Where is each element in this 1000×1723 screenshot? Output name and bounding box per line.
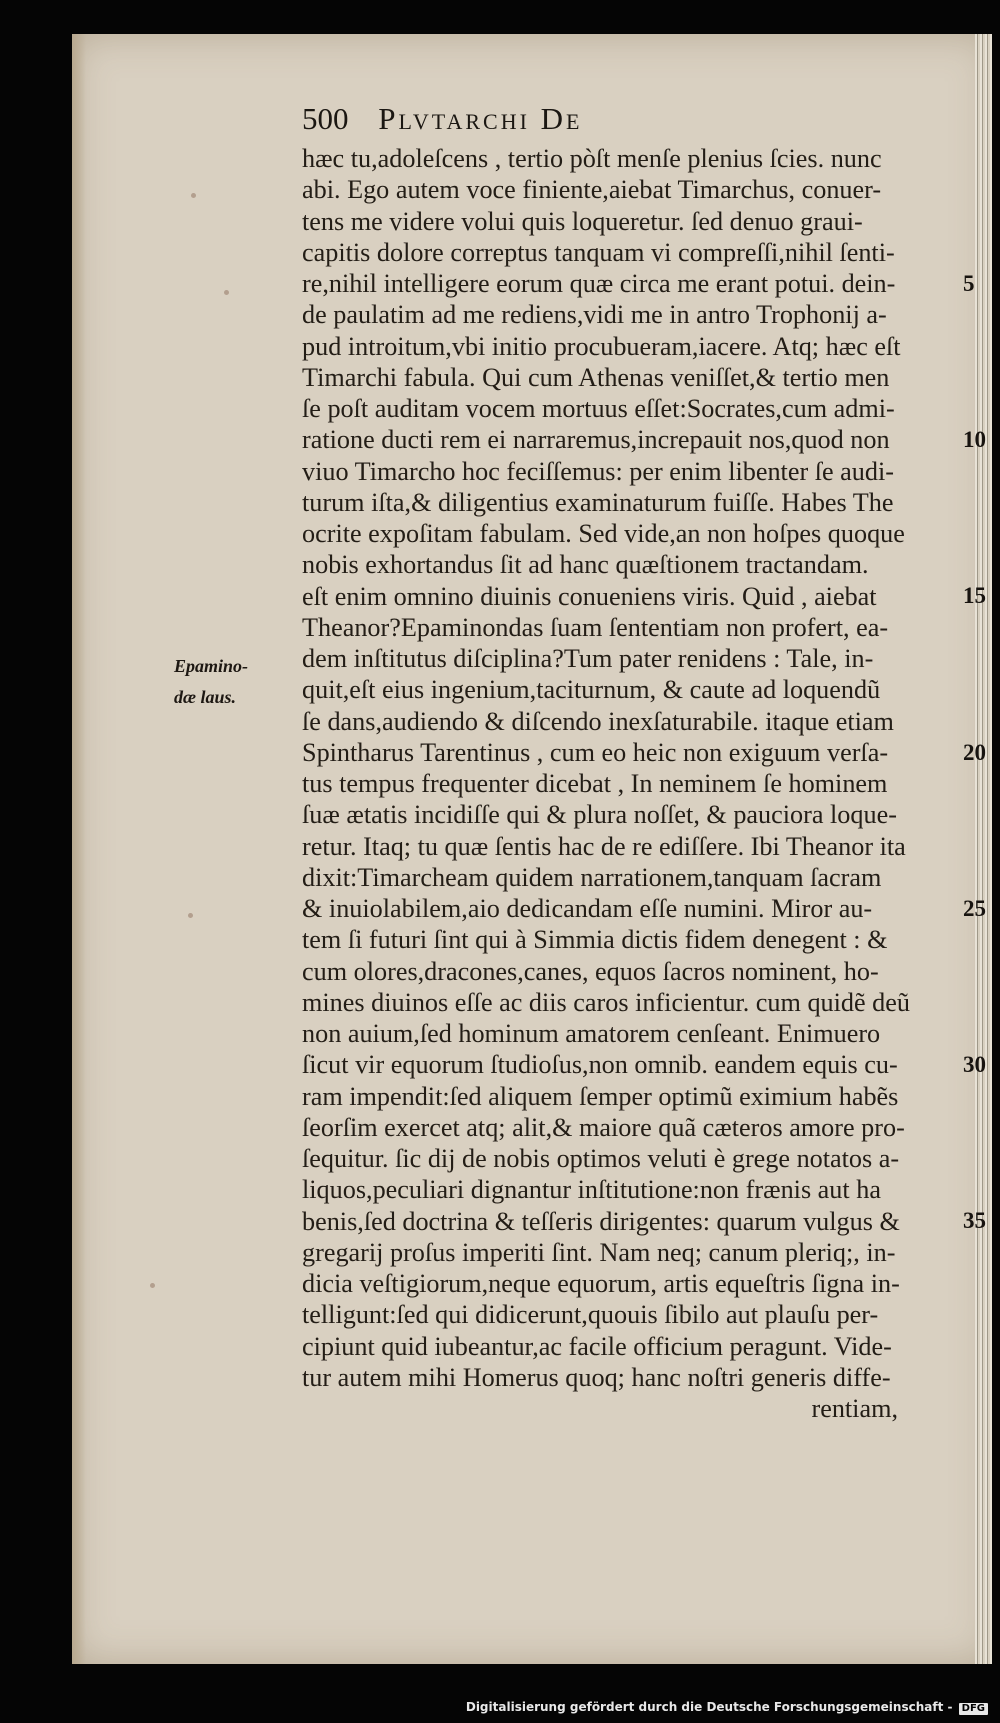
text-line: quit,eſt eius ingenium,taciturnum, & caute ad loquendũ	[302, 675, 881, 705]
line-number-marker: 5	[963, 271, 975, 296]
line-number-marker: 35	[963, 1208, 986, 1233]
text-line: Spintharus Tarentinus , cum eo heic non exiguum verſa-	[302, 737, 889, 767]
text-line: retur. Itaq; tu quæ ſentis hac de re ediſſere. Ibi Theanor ita	[302, 831, 906, 861]
text-line: Timarchi fabula. Qui cum Athenas veniſſet,& tertio men	[302, 362, 890, 392]
text-line: rentiam,	[811, 1394, 898, 1423]
text-line: de paulatim ad me rediens,vidi me in antro Trophonij a-	[302, 300, 887, 330]
text-line: & inuiolabilem,aio dedicandam eſſe numini. Miror au-	[302, 894, 873, 923]
text-line: ſuæ ætatis incidiſſe qui & plura noſſet, & pauciora loque-	[302, 800, 897, 830]
text-line: ſe poſt auditam vocem mortuus eſſet:Socrates,cum admi-	[302, 394, 895, 423]
running-title: Plvtarchi De	[378, 101, 583, 136]
text-line: ſequitur. ſic dij de nobis optimos veluti è grege notatos a-	[302, 1144, 900, 1173]
page-left-shadow	[72, 34, 86, 1664]
text-line: gregarij proſus imperiti ſint. Nam neq; canum pleriq;, in-	[302, 1237, 896, 1267]
text-line: ſe dans,audiendo & diſcendo inexſaturabile. itaque etiam	[302, 706, 894, 736]
marginal-note-line: Epamino-	[174, 656, 249, 676]
text-line: tem ſi futuri ſint qui à Simmia dictis fidem denegent : &	[302, 925, 888, 955]
marginal-note-line: dæ laus.	[174, 687, 237, 707]
page-number: 500	[302, 101, 349, 136]
text-line: abi. Ego autem voce finiente,aiebat Timarchus, conuer-	[302, 175, 882, 205]
line-number-marker: 10	[963, 427, 986, 452]
text-line: ocrite expoſitam fabulam. Sed vide,an non hoſpes quoque	[302, 519, 905, 548]
text-line: cum olores,dracones,canes, equos ſacros nominent, ho-	[302, 956, 879, 986]
text-line: eſt enim omnino diuinis conueniens viris. Quid , aiebat	[302, 581, 877, 611]
text-line: capitis dolore correptus tanquam vi compreſſi,nihil ſenti-	[302, 237, 895, 267]
marginal-note	[174, 651, 299, 713]
text-line: telligunt:ſed qui didicerunt,quouis ſibilo aut plauſu per-	[302, 1300, 879, 1330]
line-number-marker: 20	[963, 740, 986, 765]
dfg-logo: DFG	[959, 1703, 988, 1715]
paper-stain	[188, 913, 193, 918]
text-line: ſicut vir equorum ſtudioſus,non omnib. eandem equis cu-	[302, 1050, 898, 1080]
text-line: tur autem mihi Homerus quoq; hanc noſtri generis diffe-	[302, 1362, 891, 1392]
text-line: mines diuinos eſſe ac diis caros inficientur. cum quidẽ deũ	[302, 987, 910, 1017]
text-line: Theanor?Epaminondas ſuam ſententiam non profert, ea-	[302, 612, 889, 642]
text-line: pud introitum,vbi initio procubueram,iacere. Atq; hæc eſt	[302, 331, 901, 361]
text-line: dixit:Timarcheam quidem narrationem,tanquam ſacram	[302, 862, 882, 892]
text-line: tens me videre volui quis loqueretur. ſed denuo graui-	[302, 206, 863, 236]
digitization-credit-text: Digitalisierung gefördert durch die Deutsche Forschungsgemeinschaft -	[465, 1700, 953, 1714]
paper-stain	[150, 1283, 155, 1288]
text-line: non auium,ſed hominum amatorem cenſeant. Enimuero	[302, 1019, 881, 1048]
text-line: re,nihil intelligere eorum quæ circa me erant potui. dein-	[302, 269, 896, 298]
text-line: liquos,peculiari dignantur inſtitutione:non frænis aut ha	[302, 1175, 881, 1205]
text-line: ratione ducti rem ei narraremus,increpauit nos,quod non	[302, 425, 890, 455]
paper-stain	[224, 290, 229, 295]
text-line: turum iſta,& diligentius examinaturum fuiſſe. Habes The	[302, 487, 894, 517]
text-line: ram impendit:ſed aliquem ſemper optimũ eximium habẽs	[302, 1081, 899, 1111]
paper-stain	[191, 193, 196, 198]
text-line: dem inſtitutus diſciplina?Tum pater renidens : Tale, in-	[302, 644, 874, 673]
text-line: ſeorſim exercet atq; alit,& maiore quã cæteros amore pro-	[302, 1112, 905, 1142]
digitization-credit	[466, 1700, 988, 1715]
line-number-marker: 30	[963, 1052, 986, 1077]
text-line: dicia veſtigiorum,neque equorum, artis equeſtris ſigna in-	[302, 1269, 900, 1298]
text-line: tus tempus frequenter dicebat , In neminem ſe hominem	[302, 769, 888, 798]
line-number-marker: 15	[963, 583, 986, 608]
text-line: cipiunt quid iubeantur,ac facile officium peragunt. Vide-	[302, 1331, 892, 1361]
running-header	[302, 103, 862, 135]
text-line: nobis exhortandus ſit ad hanc quæſtionem tractandam.	[302, 550, 869, 580]
text-line: benis,ſed doctrina & teſſeris dirigentes: quarum vulgus &	[302, 1206, 900, 1236]
line-number-marker: 25	[963, 896, 986, 921]
main-text-block	[302, 143, 962, 1424]
text-line: hæc tu,adoleſcens , tertio pòſt menſe plenius ſcies. nunc	[302, 144, 882, 173]
text-line: viuo Timarcho hoc feciſſemus: per enim libenter ſe audi-	[302, 456, 894, 486]
